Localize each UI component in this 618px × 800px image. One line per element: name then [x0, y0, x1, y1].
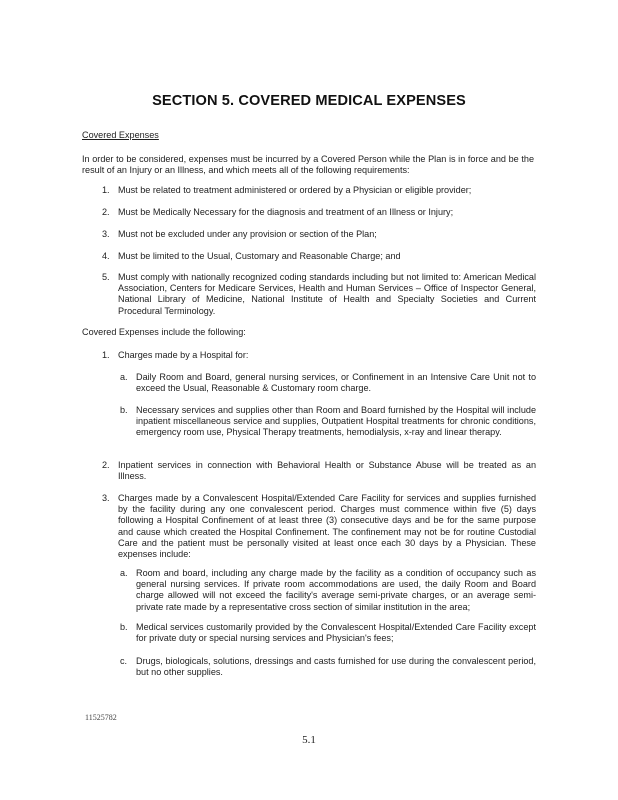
subitem-label: b.: [120, 622, 128, 632]
document-id: 11525782: [85, 713, 117, 722]
subheading-covered-expenses: Covered Expenses: [82, 130, 159, 140]
item-number: 2.: [102, 460, 110, 470]
intro-paragraph: In order to be considered, expenses must be incurred by a Covered Person while the Plan is in force and be the result of an Injury or an Illness, and which meets all of the following requirements:: [82, 154, 534, 176]
subitem-text: Drugs, biologicals, solutions, dressings and casts furnished for use during the convalescent period, but no other supplies.: [136, 656, 536, 678]
requirement-number: 4.: [102, 251, 110, 261]
subitem-label: a.: [120, 568, 128, 578]
requirement-number: 1.: [102, 185, 110, 195]
subitem-text: Room and board, including any charge made by the facility as a condition of occupancy such as general nursing services. If private room accommodations are used, the daily Room and Board charge allowed will not exceed the facility's average semi-private charges, or an average semi-private rate made by a representative cross section of similar institution in the area;: [136, 568, 536, 612]
requirement-number: 2.: [102, 207, 110, 217]
page-number: 5.1: [302, 734, 316, 746]
requirement-text: Must comply with nationally recognized coding standards including but not limited to: American Medical Association, Centers for Medicare Services, Health and Human Services – Office of Inspector General, National Library of Medicine, National Institute of Health and Specialty Societies and Current Procedural Terminology.: [118, 272, 536, 316]
subitem-label: a.: [120, 372, 128, 382]
section-title: SECTION 5. COVERED MEDICAL EXPENSES: [152, 93, 466, 109]
subitem-text: Necessary services and supplies other than Room and Board furnished by the Hospital will include inpatient miscellaneous service and supplies, Outpatient Hospital treatments for chronic conditions, emergency room use, Physical Therapy treatments, hemodialysis, x-ray and linear therapy.: [136, 405, 536, 438]
item-text: Inpatient services in connection with Behavioral Health or Substance Abuse will be treated as an Illness.: [118, 460, 536, 482]
item-text: Charges made by a Convalescent Hospital/Extended Care Facility for services and supplies furnished by the facility during any one convalescent period. Charges must commence within five (5) days following a Hospital Confinement of at least three (3) consecutive days and be for the same purpose and cause which created the Hospital Confinement. The confinement may not be for routine Custodial Care and the patient must be personally visited at least once each 30 days by a Physician. These expenses include:: [118, 493, 536, 560]
item-number: 3.: [102, 493, 110, 503]
subitem-text: Daily Room and Board, general nursing services, or Confinement in an Intensive Care Unit not to exceed the Usual, Reasonable & Customary room charge.: [136, 372, 536, 394]
subitem-label: c.: [120, 656, 128, 666]
subitem-label: b.: [120, 405, 128, 415]
requirement-text: Must be limited to the Usual, Customary and Reasonable Charge; and: [118, 251, 401, 261]
requirement-text: Must be related to treatment administered or ordered by a Physician or eligible provider;: [118, 185, 472, 195]
requirement-text: Must not be excluded under any provision or section of the Plan;: [118, 229, 377, 239]
requirement-text: Must be Medically Necessary for the diagnosis and treatment of an Illness or Injury;: [118, 207, 454, 217]
requirement-number: 3.: [102, 229, 110, 239]
include-heading: Covered Expenses include the following:: [82, 327, 246, 337]
requirement-number: 5.: [102, 272, 110, 282]
item-text: Charges made by a Hospital for:: [118, 350, 249, 360]
item-number: 1.: [102, 350, 110, 360]
subitem-text: Medical services customarily provided by the Convalescent Hospital/Extended Care Facility except for private duty or special nursing services and Physician's fees;: [136, 622, 536, 644]
